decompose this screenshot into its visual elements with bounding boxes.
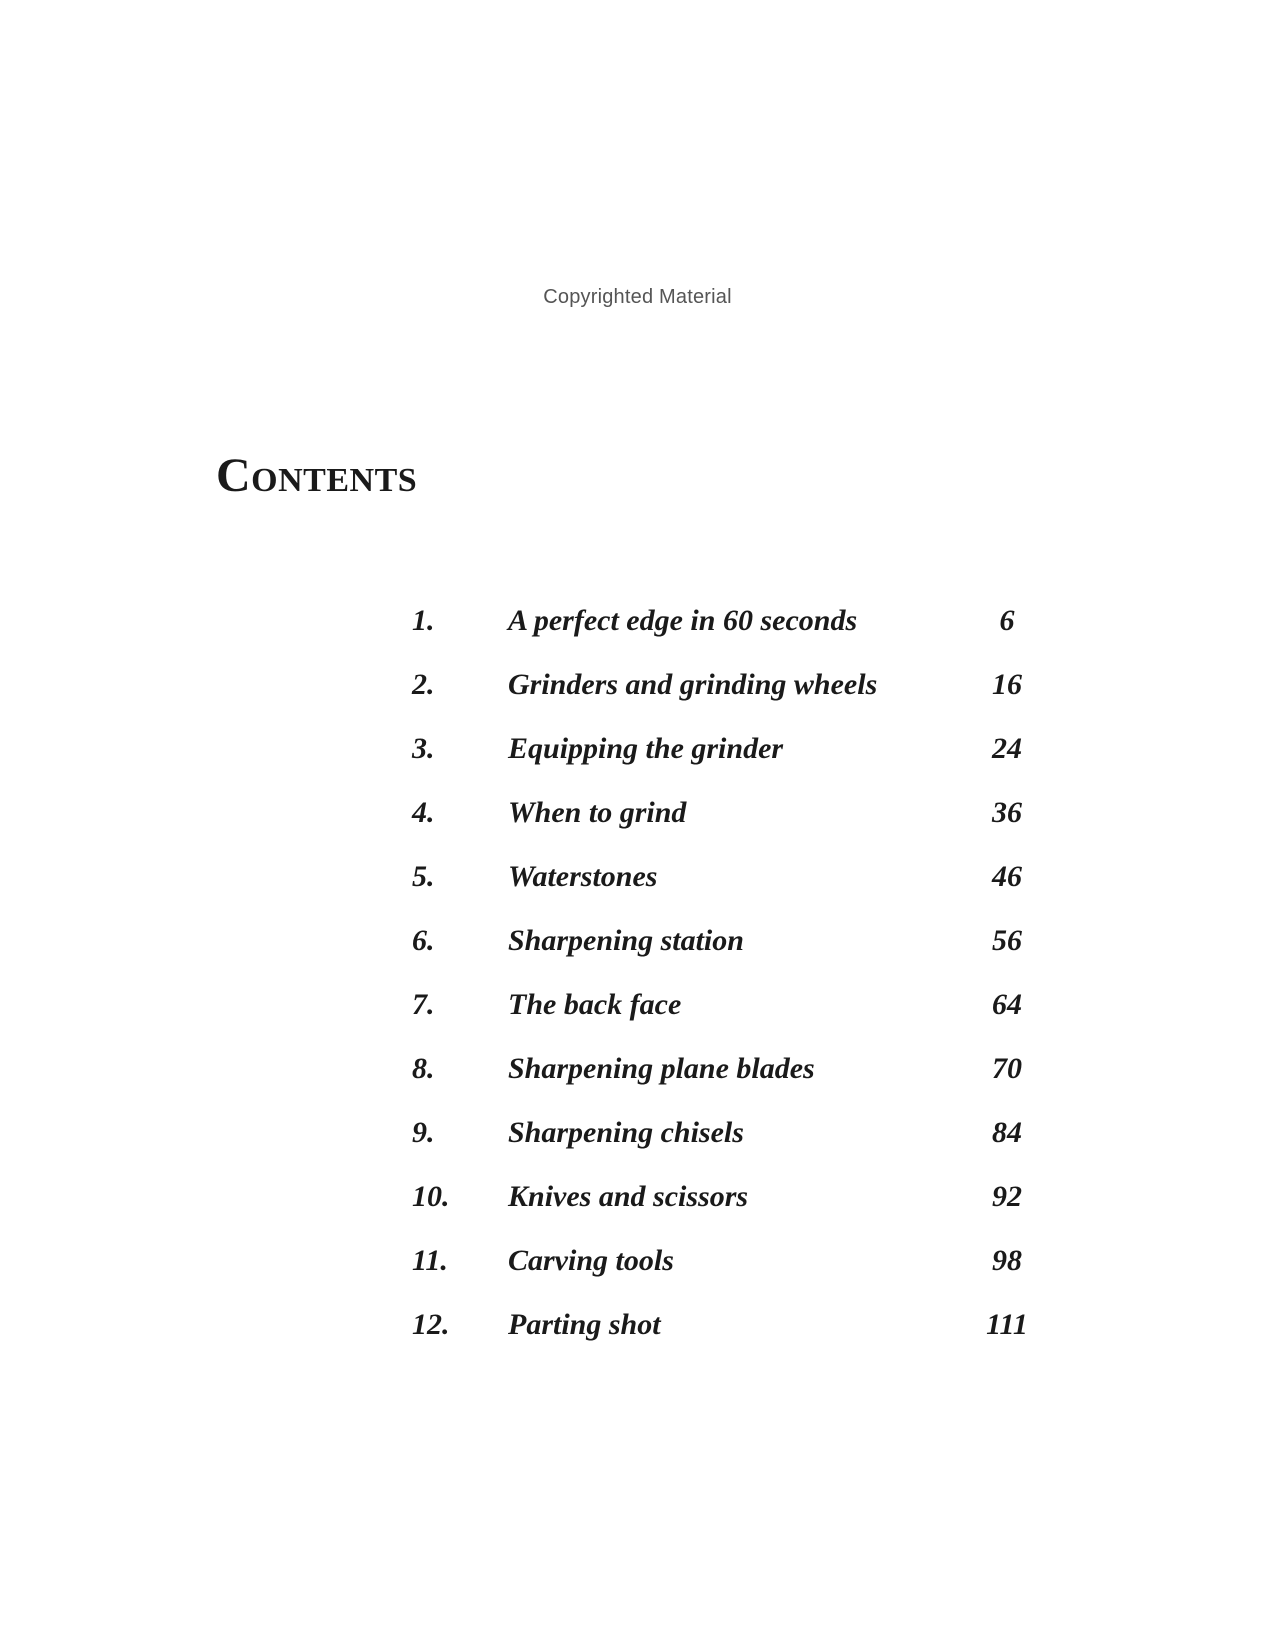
toc-entry [412, 1052, 1052, 1116]
toc-entry [412, 1308, 1052, 1372]
toc-entry [412, 988, 1052, 1052]
toc-entry [412, 860, 1052, 924]
toc-entry-title: The back face [508, 988, 682, 1021]
toc-entry-page: 6 [999, 604, 1015, 637]
toc-entry-title: Waterstones [508, 860, 658, 893]
toc-entry-page: 36 [992, 796, 1022, 829]
toc-entry [412, 604, 1052, 668]
toc-entry-title: Sharpening plane blades [508, 1052, 815, 1085]
toc-entry-title: Equipping the grinder [508, 732, 784, 765]
toc-entry-page: 92 [992, 1180, 1022, 1213]
toc-entry-title: When to grind [508, 796, 687, 829]
toc-entry-title: Grinders and grinding wheels [508, 668, 878, 701]
toc-entry-page: 46 [992, 860, 1022, 893]
toc-entry-number: 1. [412, 604, 435, 637]
copyright-notice: Copyrighted Material [543, 286, 732, 308]
toc-entry-title: A perfect edge in 60 seconds [508, 604, 858, 637]
toc-entry [412, 1180, 1052, 1244]
toc-entry-page: 24 [992, 732, 1022, 765]
toc-entry-number: 10. [412, 1180, 450, 1213]
toc-entry-number: 8. [412, 1052, 435, 1085]
toc-entry-page: 64 [992, 988, 1022, 1021]
toc-entry [412, 732, 1052, 796]
toc-entry [412, 1244, 1052, 1308]
toc-entry [412, 1116, 1052, 1180]
page-title: Contents [216, 449, 418, 502]
toc-entry-number: 11. [412, 1244, 448, 1277]
table-of-contents [412, 604, 1052, 1372]
toc-entry-title: Sharpening station [508, 924, 744, 957]
toc-entry [412, 924, 1052, 988]
toc-entry-page: 70 [992, 1052, 1022, 1085]
toc-entry-title: Sharpening chisels [508, 1116, 744, 1149]
toc-entry-page: 98 [992, 1244, 1022, 1277]
toc-entry-number: 7. [412, 988, 435, 1021]
toc-entry-number: 12. [412, 1308, 450, 1341]
toc-entry-number: 2. [412, 668, 435, 701]
toc-entry-number: 4. [412, 796, 435, 829]
toc-entry-page: 56 [992, 924, 1022, 957]
toc-entry-number: 6. [412, 924, 435, 957]
toc-entry-title: Knives and scissors [508, 1180, 749, 1213]
toc-entry-number: 9. [412, 1116, 435, 1149]
toc-entry-page: 111 [986, 1308, 1028, 1341]
toc-entry-title: Carving tools [508, 1244, 674, 1277]
toc-entry-number: 3. [412, 732, 435, 765]
toc-entry-page: 16 [992, 668, 1022, 701]
toc-entry [412, 796, 1052, 860]
toc-entry-title: Parting shot [508, 1308, 661, 1341]
toc-entry-number: 5. [412, 860, 435, 893]
toc-entry [412, 668, 1052, 732]
toc-entry-page: 84 [992, 1116, 1022, 1149]
